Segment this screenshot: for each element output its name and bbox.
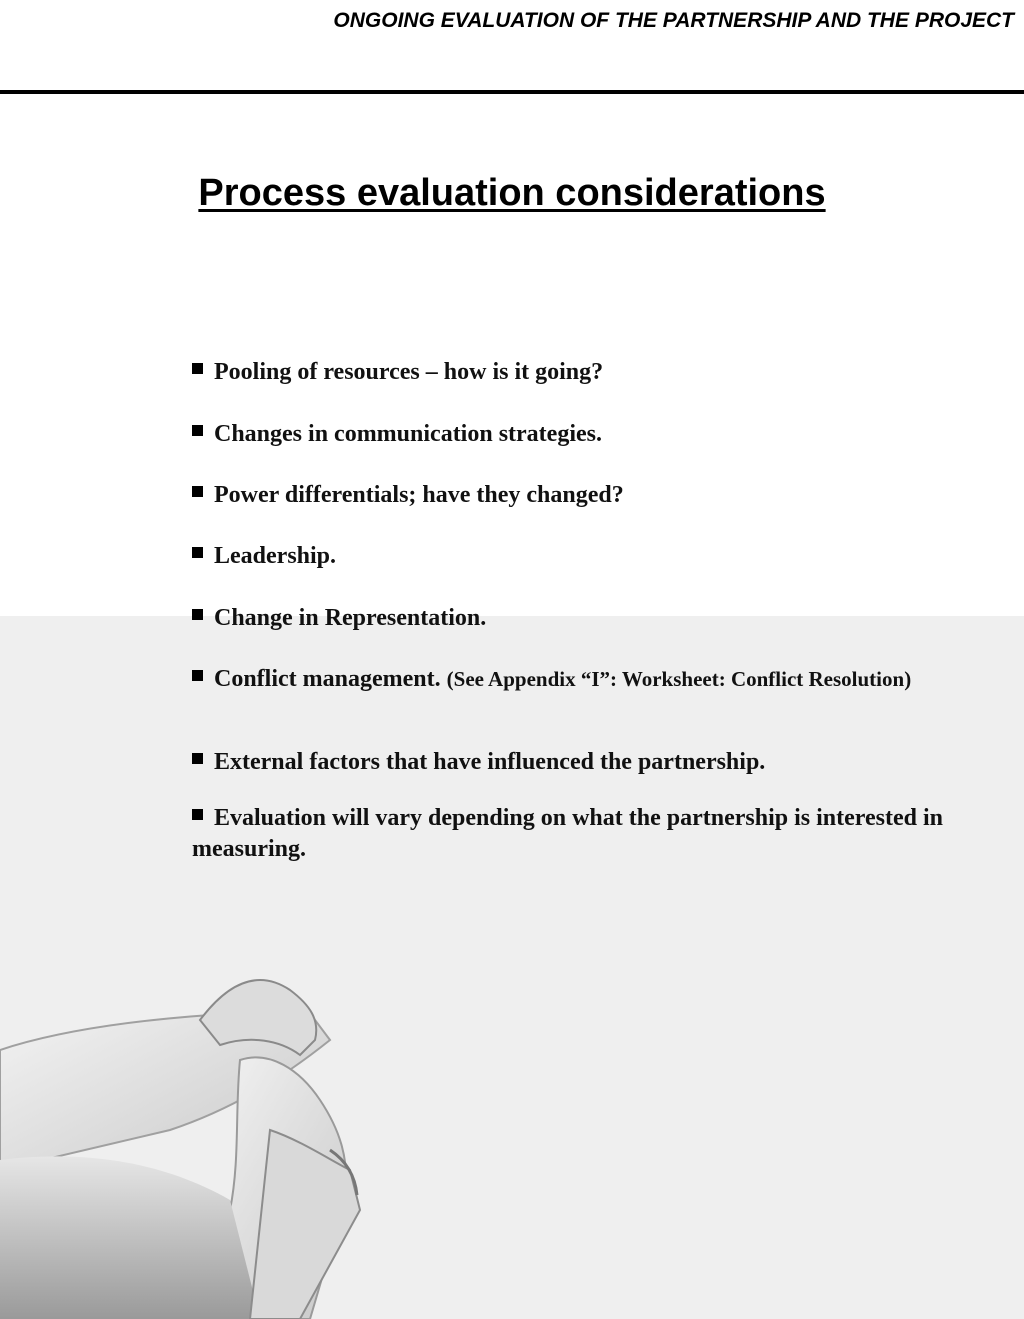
header-divider [0,90,1024,94]
bullet-text: Conflict management. [214,666,441,692]
bullet-text: Change in Representation. [214,605,487,631]
square-bullet-icon [192,363,203,374]
square-bullet-icon [192,670,203,681]
bullet-text: Leadership. [214,543,337,569]
bullet-item [192,541,972,572]
appendix-note: (See Appendix “I”: Worksheet: Conflict Resolution) [446,667,912,691]
bullet-item [192,357,972,388]
square-bullet-icon [192,809,203,820]
bullet-item [192,664,972,694]
bullet-item [192,603,972,634]
clasped-hands-photo [0,960,460,1319]
square-bullet-icon [192,753,203,764]
bullet-text: External factors that have influenced the partnership. [214,749,766,775]
square-bullet-icon [192,486,203,497]
square-bullet-icon [192,547,203,558]
square-bullet-icon [192,425,203,436]
bullet-text: Changes in communication strategies. [214,421,602,447]
bullet-item [192,419,972,450]
bullet-text: Pooling of resources – how is it going? [214,359,604,385]
bullet-item [192,480,972,511]
header-title: ONGOING EVALUATION OF THE PARTNERSHIP AND THE PROJECT [333,9,1014,32]
page-title: Process evaluation considerations [198,172,826,214]
bullet-item [192,747,972,778]
square-bullet-icon [192,609,203,620]
bullet-text: Evaluation will vary depending on what the partnership is interested in measuring. [192,805,943,862]
bullet-text: Power differentials; have they changed? [214,482,624,508]
bullet-item [192,803,962,865]
